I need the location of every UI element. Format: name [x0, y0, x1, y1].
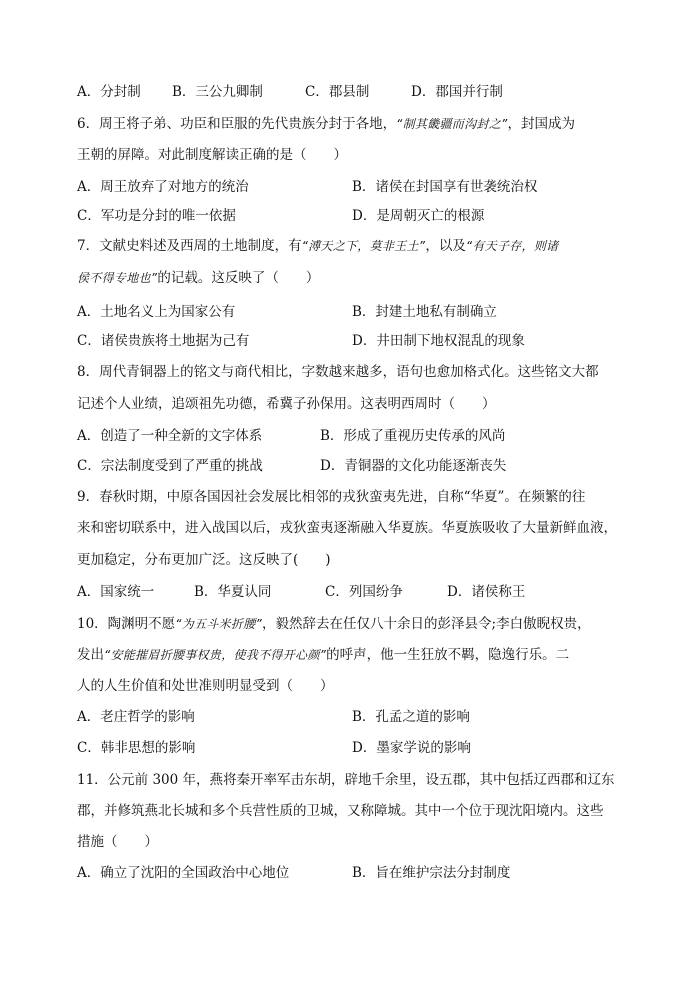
q6-option-d: D．是周朝灭亡的根源	[352, 208, 485, 224]
q6-stem-text: 6．周王将子弟、功臣和臣服的先代贵族分封于各地，	[77, 116, 397, 132]
q9-option-d: D．诸侯称王	[447, 584, 526, 600]
q10-stem-text-3: 发出	[77, 647, 104, 663]
q8-stem-line-2: 记述个人业绩，追颂祖先功德，希冀子孙保用。这表明西周时（ ）	[77, 396, 496, 412]
q10-option-b: B．孔孟之道的影响	[352, 709, 470, 725]
q7-stem-line-2	[77, 268, 319, 288]
q7-stem-line-1	[77, 236, 558, 256]
q10-quote-1: “为五斗米折腰”	[175, 617, 263, 631]
q9-option-b: B．华夏认同	[194, 584, 272, 600]
q7-quote-1: “溥天之下，莫非王土”	[301, 239, 426, 253]
q8-option-b: B．形成了重视历史传承的风尚	[320, 428, 506, 444]
q8-option-d: D．青铜器的文化功能逐渐丧失	[320, 458, 507, 474]
q10-stem-text: 10．陶渊明不愿	[77, 616, 176, 632]
q6-quote: “制其畿疆而沟封之”	[396, 117, 508, 131]
q10-stem-text-4: 的呼声，他一生狂放不羁，隐逸行乐。二	[326, 647, 570, 663]
q9-stem-line-3: 更加稳定，分布更加广泛。这反映了( )	[77, 552, 331, 568]
q11-stem-line-1: 11．公元前 300 年，燕将秦开率军击东胡，辟地千余里，设五郡，其中包括辽西郡和辽东	[77, 772, 615, 788]
q7-quote-2: “有天子存，则诸	[465, 239, 559, 253]
q10-quote-2: “安能摧眉折腰事权贵，使我不得开心颜”	[104, 648, 327, 662]
q5-option-a: A．分封制	[77, 84, 141, 100]
q10-option-d: D．墨家学说的影响	[352, 740, 471, 756]
q6-stem-line-2: 王朝的屏障。对此制度解读正确的是（ ）	[77, 147, 347, 163]
q8-stem-line-1: 8．周代青铜器上的铭文与商代相比，字数越来越多，语句也愈加格式化。这些铭文大都	[77, 364, 599, 380]
q5-option-b: B．三公九卿制	[172, 84, 263, 100]
q11-option-a: A．确立了沈阳的全国政治中心地位	[77, 865, 290, 881]
q8-option-a: A．创造了一种全新的文字体系	[77, 428, 263, 444]
q10-stem-line-1	[77, 614, 591, 634]
q7-option-c: C．诸侯贵族将土地据为己有	[77, 333, 250, 349]
q10-stem-text-2: ，毅然辞去在任仅八十余日的彭泽县令;李白傲睨权贵，	[262, 616, 591, 632]
q7-quote-3: 侯不得专地也”	[77, 271, 158, 285]
q7-stem-text: 7．文献史料述及西周的土地制度，有	[77, 238, 302, 254]
q7-option-a: A．土地名义上为国家公有	[77, 304, 236, 320]
q9-option-a: A．国家统一	[77, 584, 155, 600]
q10-option-c: C．韩非思想的影响	[77, 740, 196, 756]
q5-option-d: D．郡国并行制	[411, 84, 503, 100]
q9-stem-line-1: 9．春秋时期，中原各国因社会发展比相邻的戎狄蛮夷先进，自称“华夏”。在频繁的往	[77, 489, 586, 505]
q11-stem-line-3: 措施（ ）	[77, 834, 158, 850]
q6-option-b: B．诸侯在封国享有世袭统治权	[352, 179, 538, 195]
q7-stem-text-3: 的记载。这反映了（ ）	[157, 270, 320, 286]
q7-stem-text-2: ，以及	[425, 238, 466, 254]
q10-stem-line-3: 人的人生价值和处世准则明显受到（ ）	[77, 678, 334, 694]
q7-option-b: B．封建土地私有制确立	[352, 304, 497, 320]
q6-option-a: A．周王放弃了对地方的统治	[77, 179, 249, 195]
q6-option-c: C．军功是分封的唯一依据	[77, 208, 236, 224]
q11-option-b: B．旨在维护宗法分封制度	[352, 865, 511, 881]
q10-option-a: A．老庄哲学的影响	[77, 709, 195, 725]
q9-stem-line-2: 来和密切联系中，进入战国以后，戎狄蛮夷逐渐融入华夏族。华夏族吸收了大量新鲜血液，	[77, 520, 617, 536]
q5-option-c: C．郡县制	[305, 84, 370, 100]
q6-stem-line-1	[77, 114, 575, 134]
q9-option-c: C．列国纷争	[325, 584, 403, 600]
q7-option-d: D．井田制下地权混乱的现象	[352, 333, 525, 349]
q8-option-c: C．宗法制度受到了严重的挑战	[77, 458, 263, 474]
q11-stem-line-2: 郡，并修筑燕北长城和多个兵营性质的卫城，又称障城。其中一个位于现沈阳境内。这些	[77, 803, 604, 819]
q10-stem-line-2	[77, 645, 569, 665]
q6-stem-text-2: ，封国成为	[507, 116, 576, 132]
